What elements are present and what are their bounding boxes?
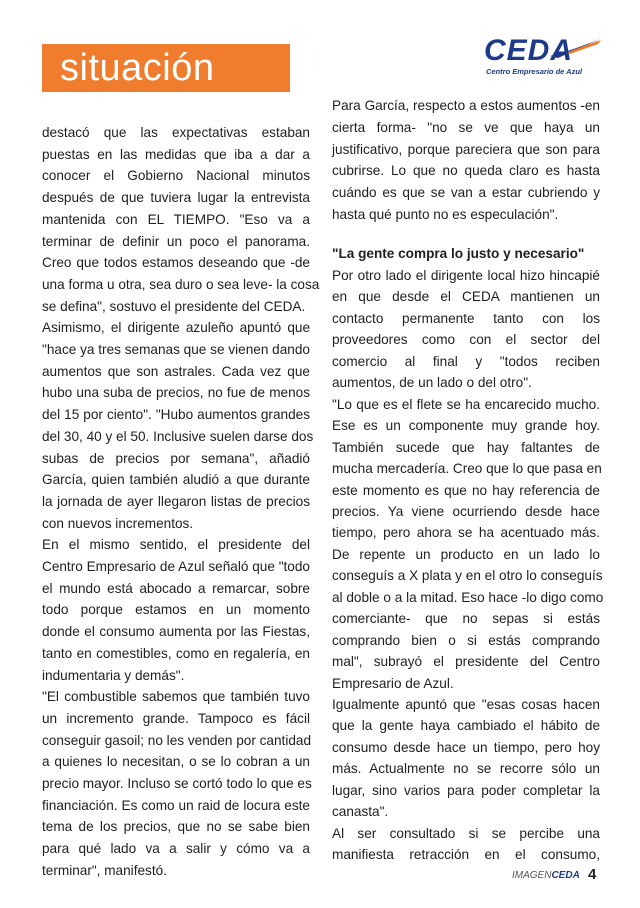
footer-brand-prefix: IMAGEN	[512, 870, 552, 881]
text-line: el mundo está abocado a remarcar, sobre	[42, 581, 310, 596]
text-line: Creo que todos estamos deseando que -de	[42, 255, 310, 270]
text-line: "El combustible sabemos que también tuvo	[42, 689, 310, 704]
logo-subtitle: Centro Empresario de Azul	[486, 67, 582, 76]
text-line: manifiesta retracción en el consumo,	[332, 847, 600, 862]
text-line: aumentos, de un lado o del otro".	[332, 375, 532, 390]
text-line: Para García, respecto a estos aumentos -en	[332, 98, 600, 113]
text-line: En el mismo sentido, el presidente del	[42, 537, 310, 552]
text-line: tema de los precios, que no se sabe bien	[42, 819, 310, 834]
text-line: puestas en las medidas que iba a dar a	[42, 147, 310, 162]
ceda-logo	[484, 34, 604, 78]
text-line: canasta".	[332, 804, 389, 819]
text-line: que la gente haya cambiado el hábito de	[332, 718, 600, 733]
text-line: Al ser consultado si se percibe una	[332, 826, 600, 841]
text-line: terminar", manifestó.	[42, 863, 167, 878]
text-line: comercio al final y "todos reciben	[332, 354, 600, 369]
text-line: donde el consumo aumenta por las Fiestas,	[42, 624, 310, 639]
text-line: "hace ya tres semanas que se vienen dando	[42, 342, 310, 357]
text-line: tanto en comestibles, como en regalería, en	[42, 646, 310, 661]
page-number: 4	[588, 866, 597, 883]
text-line: tiempo, pero ahora se ha acentuado más.	[332, 525, 600, 540]
text-line: aumentos que son astrales. Cada vez que	[42, 364, 310, 379]
subheading: "La gente compra lo justo y necesario"	[332, 246, 585, 261]
text-line: indumentaria y demás".	[42, 668, 185, 683]
text-line: Empresario de Azul.	[332, 676, 454, 691]
text-line: del 30, 40 y el 50. Inclusive suelen darse dos	[42, 429, 314, 444]
text-line: para qué lado va a salir y cómo va a	[42, 841, 310, 856]
logo-swoosh-icon	[546, 34, 604, 64]
text-line: comerciante- que no sepas si estás	[332, 611, 600, 626]
text-line: proveedores como con el sector del	[332, 332, 600, 347]
text-line: este momento es que no hay referencia de	[332, 483, 600, 498]
text-line: al doble o a la mitad. Eso hace -lo digo como	[332, 590, 604, 605]
text-line: terminar de definir un poco el panorama.	[42, 234, 310, 249]
text-line: después de que tuviera lugar la entrevista	[42, 190, 310, 205]
text-line: subas de precios por semana", añadió	[42, 451, 310, 466]
footer-brand-name: CEDA	[551, 870, 580, 881]
logo-wordmark: CEDA	[484, 34, 574, 67]
text-line: justificativo, porque pareciera que son para	[332, 142, 600, 157]
text-line: También sucede que hay faltantes de	[332, 440, 600, 455]
text-line: del 15 por ciento". "Hubo aumentos grandes	[42, 407, 310, 422]
text-line: un incremento grande. Tampoco es fácil	[42, 711, 310, 726]
text-line: lugar, sino varios para poder completar la	[332, 783, 600, 798]
text-line: hasta qué punto no es especulación".	[332, 207, 559, 222]
text-line: Asimismo, el dirigente azuleño apuntó que	[42, 320, 310, 335]
text-line: cierta forma- "no se ve que haya un	[332, 120, 600, 135]
text-line: mucha mercadería. Creo que lo que pasa en	[332, 461, 602, 476]
text-line: más. Actualmente no se recorre sólo un	[332, 761, 600, 776]
text-line: a quienes lo necesitan, o se lo cobran a un	[42, 754, 310, 769]
text-line: cubrirse. Lo que no queda claro es hasta	[332, 163, 600, 178]
text-line: García, quien también aludió a que durante	[42, 472, 310, 487]
text-line: Igualmente apuntó que "esas cosas hacen	[332, 697, 600, 712]
text-line: contacto permanente tanto con los	[332, 311, 600, 326]
text-line: conseguís a X plata y en el otro lo conseguís	[332, 568, 603, 583]
text-line: destacó que las expectativas estaban	[42, 125, 310, 140]
text-line: conseguir gasoil; no les venden por cantidad	[42, 733, 312, 748]
text-line: todo porque estamos en un momento	[42, 602, 310, 617]
text-line: consumo desde hace un tiempo, pero hoy	[332, 740, 600, 755]
text-line: cuándo es que se van a estar cubriendo y	[332, 185, 600, 200]
text-line: la jornada de ayer llegaron listas de precios	[42, 494, 310, 509]
text-line: Ese es un componente muy grande hoy.	[332, 418, 600, 433]
text-line: en que desde el CEDA mantienen un	[332, 289, 600, 304]
text-line: mantenida con EL TIEMPO. "Eso va a	[42, 212, 310, 227]
text-line: "Lo que es el flete se ha encarecido mucho.	[332, 397, 600, 412]
section-title-banner: situación	[42, 44, 290, 92]
text-line: precios. Ya viene ocurriendo desde hace	[332, 504, 600, 519]
text-line: hubo una suba de precios, no fue de menos	[42, 385, 310, 400]
text-line: precio mayor. Incluso se cortó todo lo que es	[42, 776, 312, 791]
text-line: De repente un producto en un lado lo	[332, 547, 600, 562]
text-line: financiación. Es como un raid de locura este	[42, 798, 310, 813]
footer-brand	[512, 870, 580, 881]
text-line: Por otro lado el dirigente local hizo hincapié	[332, 268, 600, 283]
text-line: con nuevos incrementos.	[42, 516, 194, 531]
text-line: se defina", sostuvo el presidente del CEDA.	[42, 299, 306, 314]
text-line: comprando bien o si estás comprando	[332, 633, 600, 648]
text-line: mal", subrayó el presidente del Centro	[332, 654, 600, 669]
text-line: una forma u otra, sea duro o sea leve- la cosa	[42, 277, 320, 292]
text-line: Centro Empresario de Azul señaló que "todo	[42, 559, 310, 574]
text-line: conocer el Gobierno Nacional minutos	[42, 168, 310, 183]
